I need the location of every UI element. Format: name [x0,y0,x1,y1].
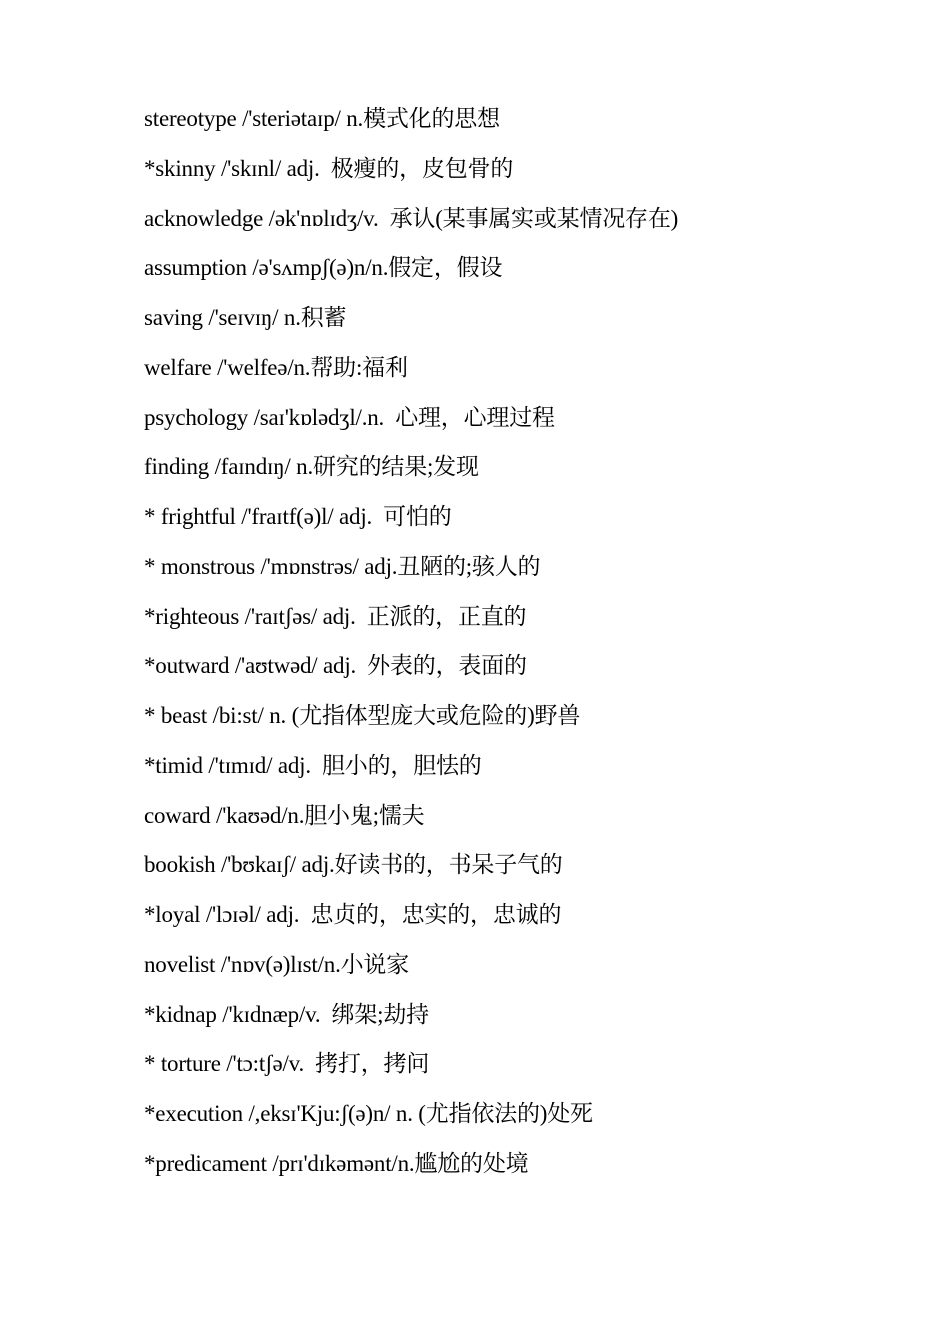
vocab-entry-loyal: *loyal /'lɔɪəl/ adj. 忠贞的，忠实的，忠诚的 [144,902,562,927]
vocab-entry-finding: finding /faɪndɪŋ/ n.研究的结果;发现 [144,454,479,480]
vocab-entry-stereotype: stereotype /'steriətaɪp/ n.模式化的思想 [144,106,500,131]
vocab-entry-acknowledge: acknowledge /ək'nɒlɪdʒ/v. 承认(某事属实或某情况存在) [144,205,679,231]
vocab-entry-frightful: * frightful /'fraɪtf(ə)l/ adj. 可怕的 [144,504,452,529]
vocab-entry-execution: *execution /,eksɪ'Kju:ʃ(ə)n/ n. (尤指依法的)处死 [144,1101,593,1126]
vocab-entry-righteous: *righteous /'raɪtʃəs/ adj. 正派的，正直的 [144,603,527,629]
vocab-entry-coward: coward /'kaʊəd/n.胆小鬼;懦夫 [144,802,425,828]
vocab-entry-predicament: *predicament /prɪ'dɪkəmənt/n.尴尬的处境 [144,1150,529,1176]
vocabulary-list [144,100,678,1195]
vocab-entry-welfare: welfare /'welfeə/n.帮助:福利 [144,354,408,380]
vocab-entry-psychology: psychology /saɪ'kɒlədʒl/.n. 心理，心理过程 [144,404,555,430]
vocab-entry-saving: saving /'seɪvɪŋ/ n.积蓄 [144,305,347,330]
vocab-entry-novelist: novelist /'nɒv(ə)lɪst/n.小说家 [144,951,410,977]
vocab-entry-bookish: bookish /'bʊkaɪʃ/ adj.好读书的，书呆子气的 [144,852,563,878]
vocab-entry-beast: * beast /bi:st/ n. (尤指体型庞大或危险的)野兽 [144,703,581,728]
vocab-entry-assumption: assumption /ə'sʌmpʃ(ə)n/n.假定，假设 [144,255,503,281]
vocab-entry-torture: * torture /'tɔ:tʃə/v. 拷打，拷问 [144,1051,430,1077]
vocab-entry-skinny: *skinny /'skɪnl/ adj. 极瘦的，皮包骨的 [144,155,514,181]
vocab-entry-timid: *timid /'tɪmɪd/ adj. 胆小的，胆怯的 [144,752,482,778]
vocab-entry-monstrous: * monstrous /'mɒnstrəs/ adj.丑陋的;骇人的 [144,553,541,579]
vocab-entry-outward: *outward /'aʊtwəd/ adj. 外表的，表面的 [144,653,527,679]
vocab-entry-kidnap: *kidnap /'kɪdnæp/v. 绑架;劫持 [144,1001,429,1027]
